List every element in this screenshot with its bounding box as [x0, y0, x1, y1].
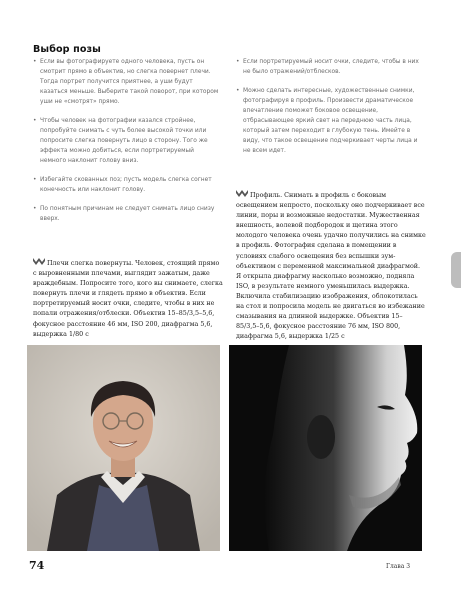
left-bullet-column — [33, 58, 221, 235]
caption-text: Профиль. Снимать в профиль с боковым освещением непросто, поскольку оно подчеркивает все линии, поры и возможные недостатки. Мужественная внешность, волевой подбородок и щетина этого молодого человека очень удачно получились на снимке в профиль. Фотография сделана в помещении в условиях слабого освещения без вспышки зум-объективом с переменной максимальной диафрагмой. Я открыла диафрагму насколько возможно, подняла ISO, в результате немного уменьшилась выдержка. Включила стабилизацию изображения, облокотилась на стол и попросила модель не двигаться во избежание смазывания на длинной выдержке. Объектив 15–85/3,5–5,6, фокусное расстояние 76 мм, ISO 800, диафрагма 5,6, выдержка 1/25 с — [236, 192, 426, 341]
right-bullet-column — [236, 58, 422, 166]
chevron-down-icon — [33, 258, 45, 266]
section-heading: Выбор позы — [33, 44, 101, 55]
page-number: 74 — [29, 559, 45, 572]
page-edge-tab — [451, 252, 461, 288]
bullet-item: • Если вы фотографируете одного человека, пусть он смотрит прямо в объектив, но слегка повернет плечи. Тогда портрет получится приятнее, а уши будут казаться меньше. Выберите такой поворот, при котором уши не «смотрят» прямо. — [33, 58, 221, 108]
photo-caption-shoulders — [33, 258, 223, 340]
profile-photo-man — [229, 345, 422, 551]
caption-text: Плечи слегка повернуты. Человек, стоящий прямо с выровненными плечами, выглядит зажатым, даже враждебным. Попросите того, кого вы снимаете, слегка повернуть плечи и глядеть прямо в объектив. Если портретируемый носит очки, следите, чтобы в них не попали отражения/отблески. Объектив 15–85/3,5–5,6, фокусное расстояние 46 мм, ISO 200, диафрагма 5,6, выдержка 1/80 с — [33, 260, 223, 338]
bullet-item: • Избегайте скованных поз; пусть модель слегка согнет конечность или наклонит голову. — [33, 176, 221, 196]
photo-caption-profile — [236, 190, 426, 342]
portrait-photo-smiling-man — [27, 345, 220, 551]
bullet-item: • По понятным причинам не следует снимать лицо снизу вверх. — [33, 205, 221, 225]
chapter-label: Глава 3 — [386, 563, 411, 570]
bullet-item: • Чтобы человек на фотографии казался стройнее, попробуйте снимать с чуть более высокой точки или попросите слегка повернуть лицо в сторону. Того же эффекта можно добиться, если портретируемый немного наклонит голову вниз. — [33, 117, 221, 167]
bullet-item: • Если портретируемый носит очки, следите, чтобы в них не было отражений/отблесков. — [236, 58, 422, 78]
chevron-down-icon — [236, 190, 248, 198]
bullet-item: • Можно сделать интересные, художественные снимки, фотографируя в профиль. Произвести драматическое впечатление поможет боковое освещение, отбрасывающее яркий свет на переднюю часть лица, который затем переходит в глубокую тень. Имейте в виду, что такое освещение подчеркивает черты лица и не всем идет. — [236, 87, 422, 156]
